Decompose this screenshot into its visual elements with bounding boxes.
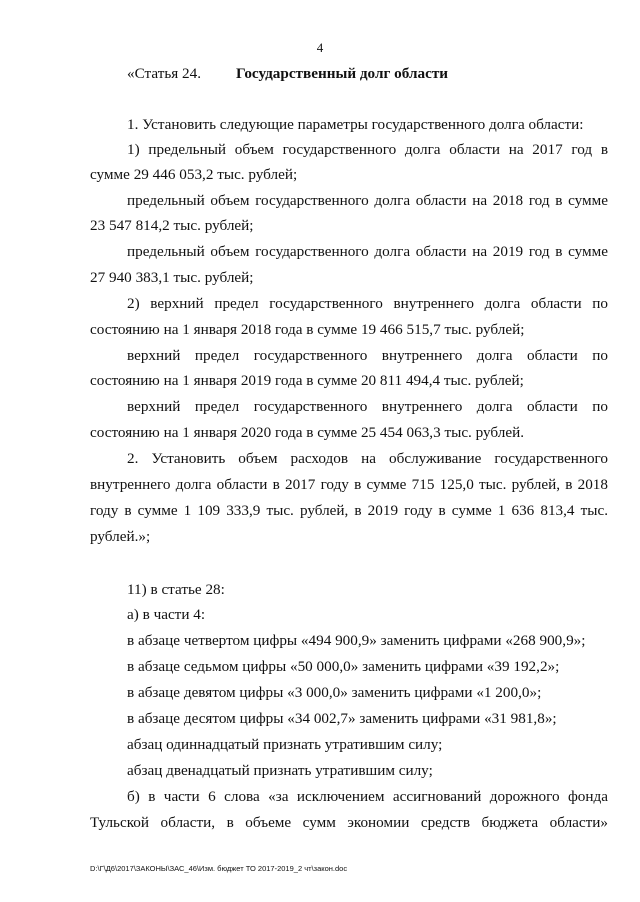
file-path-footer: D:\Г\Д6\2017\ЗАКОНЫ\ЗАС_46\Изм. бюджет ТО 2017-2019_2 чт\закон.doc	[90, 864, 348, 873]
text-line: 11) в статье 28:	[127, 581, 225, 598]
text-line: в абзаце четвертом цифры «494 900,9» заменить цифрами «268 900,9»;	[127, 632, 586, 649]
text-line: состоянию на 1 января 2019 года в сумме 20 811 494,4 тыс. рублей;	[90, 372, 524, 389]
text-line: 23 547 814,2 тыс. рублей;	[90, 217, 254, 234]
text-line: 2) верхний предел государственного внутреннего долга области по	[127, 295, 608, 312]
page-number: 4	[316, 40, 324, 55]
text-line: предельный объем государственного долга области на 2019 год в сумме	[127, 243, 608, 260]
text-line: 1) предельный объем государственного долга области на 2017 год в	[127, 141, 608, 158]
text-line: верхний предел государственного внутреннего долга области по	[127, 347, 608, 364]
text-line: состоянию на 1 января 2018 года в сумме 19 466 515,7 тыс. рублей;	[90, 321, 525, 338]
text-line: верхний предел государственного внутреннего долга области по	[127, 398, 608, 415]
text-line: Тульской области, в объеме сумм экономии средств бюджета области»	[90, 814, 608, 831]
text-line: предельный объем государственного долга области на 2018 год в сумме	[127, 192, 608, 209]
text-line: а) в части 4:	[127, 606, 206, 623]
text-line: 1. Установить следующие параметры государственного долга области:	[127, 116, 584, 133]
text-line: в абзаце девятом цифры «3 000,0» заменить цифрами «1 200,0»;	[127, 684, 542, 701]
text-line: 27 940 383,1 тыс. рублей;	[90, 269, 254, 286]
text-line: рублей.»;	[90, 528, 151, 545]
article-label: «Статья 24.	[127, 65, 202, 82]
text-line: б) в части 6 слова «за исключением ассигнований дорожного фонда	[127, 788, 608, 805]
text-line: внутреннего долга области в 2017 году в сумме 715 125,0 тыс. рублей, в 2018	[90, 476, 608, 493]
text-line: абзац двенадцатый признать утратившим силу;	[127, 762, 433, 779]
text-line: абзац одиннадцатый признать утратившим силу;	[127, 736, 443, 753]
text-line: в абзаце седьмом цифры «50 000,0» заменить цифрами «39 192,2»;	[127, 658, 560, 675]
text-line: сумме 29 446 053,2 тыс. рублей;	[90, 166, 298, 183]
text-line: 2. Установить объем расходов на обслуживание государственного	[127, 450, 608, 467]
text-line: состоянию на 1 января 2020 года в сумме 25 454 063,3 тыс. рублей.	[90, 424, 525, 441]
text-line: году в сумме 1 109 333,9 тыс. рублей, в 2019 году в сумме 1 636 813,4 тыс.	[90, 502, 608, 519]
text-line: в абзаце десятом цифры «34 002,7» заменить цифрами «31 981,8»;	[127, 710, 557, 727]
article-title: Государственный долг области	[236, 65, 449, 82]
